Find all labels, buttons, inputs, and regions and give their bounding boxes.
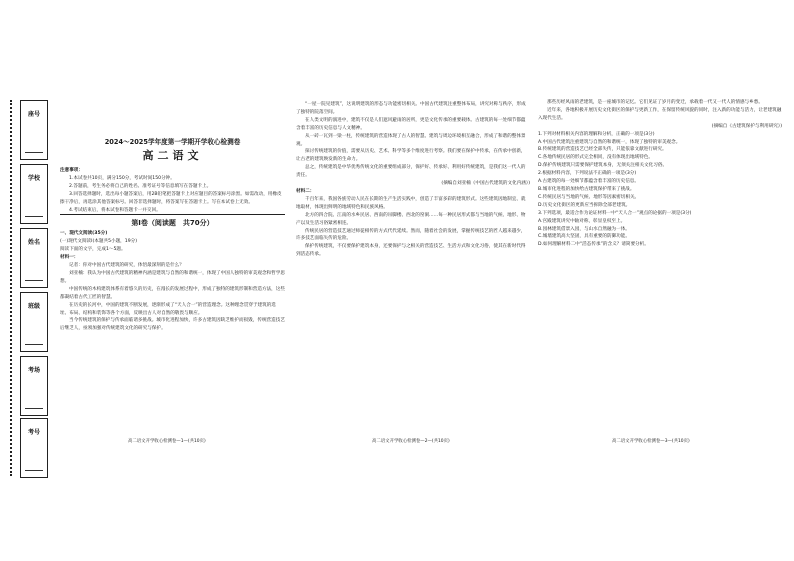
subsection-heading: (一)现代文阅读Ⅰ(本题共5小题，19分) [60,239,138,245]
option: B.城市化进程的加快给古建筑保护带来了挑战。 [538,186,635,192]
part-title: 第Ⅰ卷（阅读题 共70分） [131,219,214,228]
notice-item: 4.考试结束后，将本试卷和答题卡一并交回。 [69,207,161,213]
binding-label: 考场 [28,367,41,374]
source-note: (摘编自刘亚楠《中国古代建筑的文化内涵》) [441,181,530,187]
page-footer: 高二语文开学收心检测卷—1—(共10页) [128,439,206,444]
option: B.传统建筑的营造技艺已经全部失传，只能依靠文献进行研究。 [538,147,667,153]
binding-label: 班级 [28,303,41,310]
option: C.城墙建筑高大坚固，具有重要的防御功能。 [538,234,630,240]
paragraph: 记者：你对中国古代建筑的研究，体悟最深刻的是什么？ [69,263,184,269]
paragraph: 传统民居的营造技艺通过师徒相传的方式代代延续。然而，随着社会的发展，掌握传统技艺的匠人越来越少，许多技艺面临失传的危险。 [296,228,526,242]
notice-heading: 注意事项： [60,168,83,173]
paragraph: 保护传统建筑，不仅要保护建筑本身，还要保护与之相关的营造技艺、生活方式和文化习俗，使其在新时代得到活态传承。 [296,244,526,258]
option: A.中国古代建筑注重建筑与自然的和谐统一，体现了独特的审美观念。 [538,139,681,145]
page-footer: 高二语文开学收心检测卷—2—(共10页) [372,439,450,444]
paragraph: 北方的四合院、江南的水乡民居、西南的吊脚楼、西北的窑洞……每一种民居形式都与当地的气候、地形、物产以及生活习俗紧密相连。 [296,212,526,226]
binding-strip [8,100,48,476]
paragraph: 在历史的长河中，中国的建筑不断发展，逐渐形成了“天人合一”的营造理念。这种理念贯穿于建筑的选址、布局、结构和装饰等各个方面，反映出古人对自然的敬畏与顺应。 [60,302,276,316]
option: A.宫殿建筑讲究中轴对称，彰显皇权至上。 [538,218,626,224]
section-heading: 一、现代文阅读(35分) [60,231,108,237]
column-3 [538,99,782,249]
binding-label: 姓名 [28,239,41,246]
page-footer: 高二语文开学收心检测卷—3—(共10页) [612,439,690,444]
paragraph: 千百年来，我国各族劳动人民在长期的生产生活实践中，创造了丰富多彩的建筑形式。这些建筑因地制宜、就地取材，体现出鲜明的地域特色和民族风格。 [296,196,526,210]
question-2: 2.根据材料内容，下列说法不正确的一项是(3分) [538,171,637,177]
seat-number-box [20,100,48,160]
notice-item: 1.本试卷共10页，满分150分，考试时间150分钟。 [69,175,175,181]
class-box [20,292,48,352]
subject-title: 高二语文 [142,149,203,162]
notice-item: 3.回答选择题时，选出每小题答案后，用2B铅笔把答题卡上对应题目的答案标号涂黑。如需改动，用橡皮擦干净后，再选涂其他答案标号。回答非选择题时，将答案写在答题卡上。写在本试卷上无效。 [60,191,282,205]
material-label: 材料二： [296,188,315,194]
binding-dotted-line [10,100,15,476]
question-1: 1.下列对材料相关内容的理解和分析，正确的一项是(3分) [538,131,655,137]
paragraph: “一屋一院见建筑”，这说明建筑的形态与功能密切相关。中国古代建筑注重整体布局，讲究对称与秩序，形成了独特的院落空间。 [296,102,526,115]
option: A.古建筑的每一处细节都蕴含着丰富的历史信息。 [538,179,639,185]
paragraph: 当今传统建筑的保护与传承面临诸多挑战。城市化进程加快，许多古建筑因缺乏维护而损毁，传统营造技艺后继乏人，亟须加强对传统建筑文化的研究与保护。 [60,318,285,332]
source-note: (摘编自《古建筑保护与利用研究》) [711,123,782,129]
exam-number-box [20,418,48,478]
material-label: 材料一： [60,255,79,261]
binding-label: 学校 [28,175,41,182]
paragraph: 从一砖一瓦到一梁一柱，传统建筑的营造体现了古人的智慧。建筑与周边环境相互融合，形成了和谐的整体景观。 [296,133,526,147]
binding-label: 考号 [28,429,41,436]
paragraph: 在人类文明的演进中，建筑不仅是人们遮风避雨的居所，更是文化传承的重要载体。古建筑的每一处细节都蕴含着丰富的历史信息与人文精神。 [296,117,526,131]
binding-label: 座号 [28,111,41,118]
option: B.园林建筑借景入园，与山水自然融为一体。 [538,226,630,232]
column-1 [60,108,285,333]
school-box [20,164,48,224]
question-3: 3.下列选项，最适合作为论证材料一中“天人合一”观点的论据的一项是(3分) [538,210,692,216]
option: D.保护传统建筑只需要保护建筑本身，无须关注相关文化习俗。 [538,163,668,169]
instruction: 阅读下面的文字，完成1～5题。 [60,247,126,253]
divider [60,214,285,215]
option: D.如何理解材料二中“活态传承”的含义？请简要分析。 [538,242,649,248]
option: C.各地传统民居的形式完全相同，没有体现出地域特色。 [538,155,653,161]
paragraph: 总之，传统建筑是中华优秀传统文化的重要组成部分，保护好、传承好、利用好传统建筑，是我们这一代人的责任。 [296,165,526,179]
name-box [20,228,48,288]
paragraph: 探讨传统建筑的价值，需要从历史、艺术、科学等多个维度进行考察。我们要在保护中传承，在传承中创新，让古老的建筑焕发新的生命力。 [296,149,526,163]
notice-item: 2.答题前，考生务必将自己的姓名、准考证号等信息填写在答题卡上。 [69,183,212,189]
column-2 [296,101,530,259]
paragraph: 刘亚楠：我认为中国古代建筑的精神内涵是建筑与自然的和谐统一，体现了中国人独特的审美观念和哲学思想。 [60,270,285,284]
paragraph: 近年来，各地积极开展历史文化街区的保护与更新工作，在保留传统风貌的同时，注入新的功能与活力，让老建筑融入现代生活。 [538,107,782,121]
option: D.历史文化街区的更新应当拆除全部老建筑。 [538,202,631,208]
paragraph: 中国传统的木构建筑体系有着悠久的历史，在漫长的发展过程中，形成了独特的建筑形制和营造方法，这些都凝结着古代工匠的智慧。 [60,286,285,300]
exam-room-box [20,356,48,416]
option: C.传统民居与当地的气候、地形等因素密切相关。 [538,194,640,200]
paragraph: 那些历经风雨的老建筑，是一座城市的记忆。它们见证了岁月的变迁，承载着一代又一代人的情感与乡愁。 [547,100,763,105]
exam-title: 2024～2025学年度第一学期开学收心检测卷 [104,138,241,146]
